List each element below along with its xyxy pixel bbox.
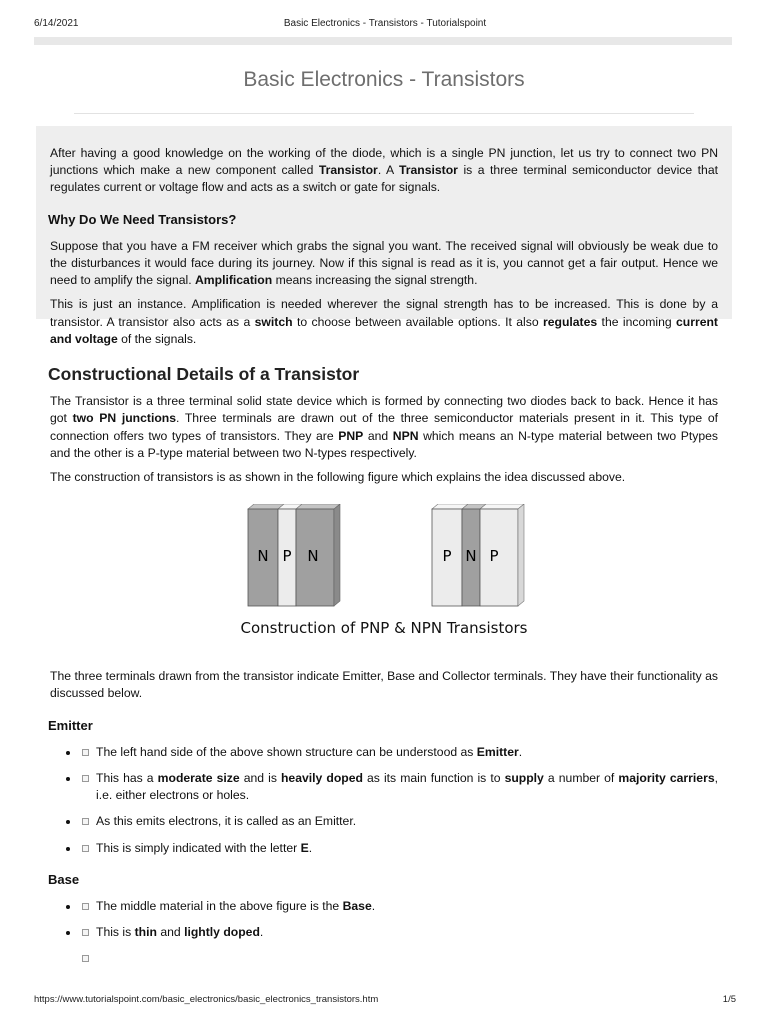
figure-caption: Construction of PNP & NPN Transistors bbox=[240, 619, 528, 638]
article-content bbox=[50, 145, 718, 977]
transistor-diagram bbox=[50, 504, 718, 654]
intro-paragraph: After having a good knowledge on the working of the diode, which is a single PN junction, let us try to connect two PN junctions which make a new component called Transistor. A Transistor is a three terminal semiconductor device that regulates current or voltage flow and acts as a switch or gate for signals. bbox=[50, 146, 718, 195]
why-paragraph-1: Suppose that you have a FM receiver which grabs the signal you want. The received signal will obviously be weak due to the disturbances it would face during its journey. Now if this signal is read as it is, you cannot get a fair output. Hence we need to amplify the signal. Amplification means increasing the signal strength. bbox=[50, 238, 718, 288]
list-item: This is simply indicated with the letter E. bbox=[66, 840, 718, 857]
title-divider bbox=[74, 113, 694, 114]
emitter-list bbox=[50, 744, 718, 857]
page-url: https://www.tutorialspoint.com/basic_electronics/basic_electronics_transistors.htm bbox=[34, 994, 379, 1005]
print-page-title: Basic Electronics - Transistors - Tutorialspoint bbox=[283, 18, 487, 29]
npn-label-3: N bbox=[307, 547, 319, 566]
page-title: Basic Electronics - Transistors bbox=[243, 68, 525, 91]
pnp-structure bbox=[432, 504, 524, 606]
construction-paragraph-1: The Transistor is a three terminal solid state device which is formed by connecting two diodes back to back. Hence it has got two PN junctions. Three terminals are drawn out of the three semiconductor materials present in it. This type of connection offers two types of transistors. They are PNP and NPN which means an N-type material between two Ptypes and the other is a P-type material between two N-types respectively. bbox=[50, 394, 718, 460]
list-item: This has a moderate size and is heavily doped as its main function is to supply a number of majority carriers, i.e. either electrons or holes. bbox=[66, 770, 718, 804]
base-heading: Base bbox=[48, 871, 80, 887]
print-date: 6/14/2021 bbox=[34, 18, 79, 29]
npn-structure bbox=[248, 504, 340, 606]
why-heading: Why Do We Need Transistors? bbox=[48, 211, 237, 227]
print-footer bbox=[34, 994, 736, 1005]
page-number: 1/5 bbox=[722, 994, 736, 1005]
base-list bbox=[50, 898, 718, 968]
list-item: The middle material in the above figure is the Base. bbox=[66, 898, 718, 915]
list-item: This is thin and lightly doped. bbox=[66, 924, 718, 941]
pnp-label-2: N bbox=[465, 547, 477, 566]
pnp-label-1: P bbox=[442, 547, 452, 566]
list-item: As this emits electrons, it is called as an Emitter. bbox=[66, 813, 718, 830]
terminals-paragraph: The three terminals drawn from the transistor indicate Emitter, Base and Collector terminals. They have their functionality as discussed below. bbox=[50, 669, 718, 701]
transistor-construction-figure bbox=[50, 504, 718, 654]
why-paragraph-2: This is just an instance. Amplification is needed wherever the signal strength has to be increased. This is done by a transistor. A transistor also acts as a switch to choose between available options. It also regulates the incoming current and voltage of the signals. bbox=[50, 297, 718, 346]
construction-heading: Constructional Details of a Transistor bbox=[48, 364, 360, 385]
list-item: The left hand side of the above shown structure can be understood as Emitter. bbox=[66, 744, 718, 761]
list-item bbox=[66, 950, 718, 967]
pnp-label-3: P bbox=[489, 547, 499, 566]
pnp-right-p-region bbox=[480, 509, 518, 606]
top-bar bbox=[34, 37, 732, 45]
npn-label-2: P bbox=[282, 547, 292, 566]
emitter-heading: Emitter bbox=[48, 717, 93, 733]
construction-paragraph-2: The construction of transistors is as shown in the following figure which explains the idea discussed above. bbox=[50, 470, 626, 485]
npn-label-1: N bbox=[257, 547, 269, 566]
